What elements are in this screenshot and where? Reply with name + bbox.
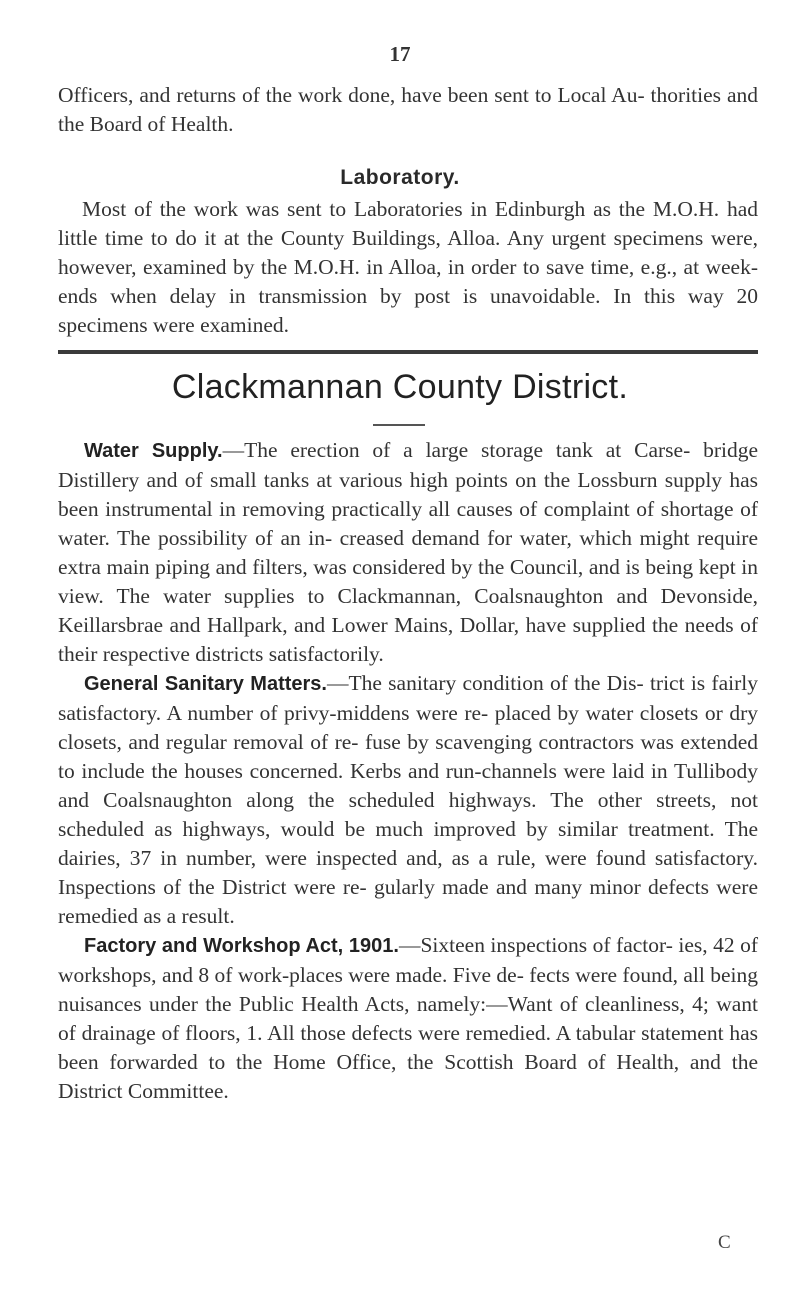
factory-workshop-heading: Factory and Workshop Act, 1901. (84, 935, 399, 957)
general-sanitary-paragraph (58, 669, 758, 931)
page-number: 17 (389, 42, 411, 66)
general-sanitary-heading: General Sanitary Matters. (84, 673, 327, 695)
district-title: Clackmannan County District. (171, 368, 629, 406)
laboratory-paragraph: Most of the work was sent to Laboratories in Edinburgh as the M.O.H. had little time to do it at the County Buildings, Alloa. Any urgent specimens were, however, examined by the M.O.H. in Alloa, in order to save time, e.g., at week-ends when delay in transmission by post is unavoidable. In this way 20 specimens were examined. (58, 197, 758, 337)
general-sanitary-text: —The sanitary condition of the Dis- trict is fairly satisfactory. A number of privy-middens were re- placed by water closets or dry closets, and regular removal of re- fuse by scavenging contractors was extended to include the houses concerned. Kerbs and run-channels were laid in Tullibody and Coalsnaughton along the scheduled highways. The other streets, not scheduled as highways, would be much improved by similar treatment. The dairies, 37 in number, were inspected and, as a rule, were found satisfactory. Inspections of the District were re- gularly made and many minor defects were remedied as a result. (58, 671, 758, 928)
section-divider (58, 350, 758, 354)
factory-workshop-paragraph (58, 931, 758, 1106)
title-underline (373, 424, 425, 426)
laboratory-heading: Laboratory. (340, 166, 460, 189)
district-sections (58, 436, 758, 1106)
water-supply-paragraph (58, 436, 758, 669)
water-supply-text: —The erection of a large storage tank at Carse- bridge Distillery and of small tanks at various high points on the Lossburn supply has been instrumental in removing practically all causes of complaint of shortage of water. The possibility of an in- creased demand for water, which might require extra main piping and filters, was considered by the Council, and is being kept in view. The water supplies to Clackmannan, Coalsnaughton and Devonside, Keillarsbrae and Hallpark, and Lower Mains, Dollar, have supplied the needs of their respective districts satisfactorily. (58, 438, 758, 666)
signature-mark: C (718, 1232, 731, 1253)
water-supply-heading: Water Supply. (84, 440, 223, 462)
intro-paragraph: Officers, and returns of the work done, have been sent to Local Au- thorities and the Board of Health. (58, 83, 758, 136)
factory-workshop-text: —Sixteen inspections of factor- ies, 42 of workshops, and 8 of work-places were made. Five de- fects were found, all being nuisances under the Public Health Acts, namely:—Want of cleanliness, 4; want of drainage of floors, 1. All those defects were remedied. A tabular statement has been forwarded to the Home Office, the Scottish Board of Health, and the District Committee. (58, 933, 758, 1103)
